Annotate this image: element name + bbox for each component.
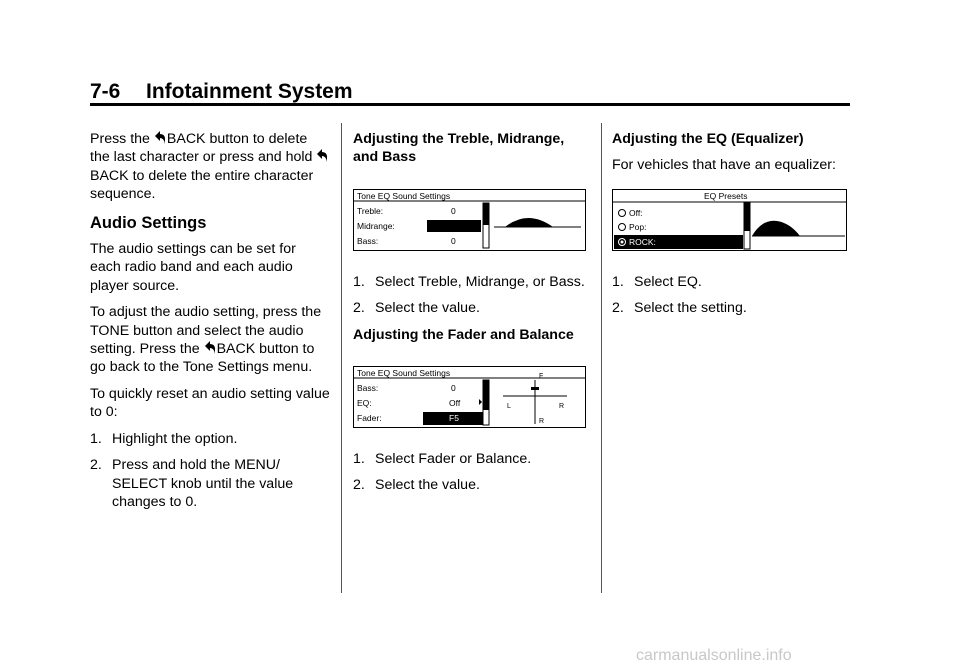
screen-row-label: EQ: [357, 398, 372, 409]
fader-heading: Adjusting the Fader and Balance [353, 326, 574, 343]
list-item: 2. Select the value. [353, 477, 480, 494]
screen-row-label: Treble: [357, 205, 384, 216]
eq-intro: For vehicles that have an equalizer: [612, 157, 836, 174]
level-fill [483, 203, 489, 225]
adjust-paragraph: To adjust the audio setting, press the TONE button and select the audio setting. Press the BACK button to go back to the Tone Settings menu. [90, 304, 322, 376]
audio-settings-heading: Audio Settings [90, 213, 207, 232]
radio-off-icon [619, 209, 626, 216]
grid-label-front: F [539, 373, 544, 381]
column-2 [353, 130, 593, 503]
list-item: 1. Highlight the option. [90, 430, 238, 447]
screen-row-value: 0 [451, 383, 456, 394]
column-divider-1 [341, 123, 342, 593]
list-item: 2. Select the setting. [612, 300, 747, 317]
list-item: 2. Select the value. [353, 300, 480, 317]
treble-steps [353, 273, 593, 318]
section-title: Infotainment System [146, 80, 353, 103]
screen-row-value: F5 [449, 413, 459, 424]
screen-row-value: Off [449, 398, 461, 409]
grid-label-rear: R [539, 418, 545, 426]
preset-option: Pop: [629, 221, 647, 232]
eq-presets-screen [612, 189, 847, 251]
grid-label-right: R [559, 403, 565, 411]
list-item: 2. Press and hold the MENU/ SELECT knob until the value changes to 0. [90, 457, 294, 510]
position-marker [531, 387, 539, 390]
section-number: 7-6 [90, 80, 121, 103]
list-item: 1. Select Fader or Balance. [353, 451, 532, 468]
column-divider-2 [601, 123, 602, 593]
list-item: 1. Select Treble, Midrange, or Bass. [353, 273, 585, 290]
highlight-bar [427, 220, 481, 232]
screen-row-label: Fader: [357, 413, 382, 424]
screen-title: Tone EQ Sound Settings [357, 190, 451, 201]
fader-steps [353, 450, 593, 495]
radio-off-icon [619, 223, 626, 230]
screen-title: Tone EQ Sound Settings [357, 368, 451, 379]
column-1 [90, 130, 330, 519]
preset-option: Off: [629, 207, 643, 218]
back-arrow-icon [317, 149, 327, 162]
reset-steps [90, 430, 330, 512]
level-fill [483, 380, 489, 410]
reset-paragraph: To quickly reset an audio setting value to 0: [90, 385, 330, 421]
screen-row-label: Midrange: [357, 220, 395, 231]
header-rule [90, 103, 850, 106]
backspace-paragraph: Press the BACK button to delete the last character or press and hold BACK to delete the entire character sequence. [90, 130, 330, 204]
preset-option: ROCK: [629, 236, 656, 247]
screen-row-value: 0 [451, 205, 456, 216]
level-fill [744, 203, 750, 231]
back-arrow-icon [155, 131, 165, 144]
eq-heading: Adjusting the EQ (Equalizer) [612, 131, 804, 147]
back-arrow-icon [205, 341, 215, 354]
treble-heading: Adjusting the Treble, Midrange, and Bass [353, 131, 565, 166]
screen-title: EQ Presets [704, 190, 748, 201]
grid-label-left: L [507, 403, 511, 411]
tone-eq-screen-1 [353, 189, 586, 251]
audio-settings-paragraph: The audio settings can be set for each radio band and each audio player source. [90, 241, 296, 294]
eq-steps [612, 273, 852, 318]
column-3 [612, 130, 852, 326]
page-header [90, 80, 353, 104]
tone-eq-screen-2 [353, 366, 586, 428]
list-item: 1. Select EQ. [612, 273, 702, 290]
screen-row-value: 0 [451, 235, 456, 246]
screen-row-label: Bass: [357, 383, 379, 394]
watermark: carmanualsonline.info [636, 647, 792, 664]
screen-row-label: Bass: [357, 235, 379, 246]
